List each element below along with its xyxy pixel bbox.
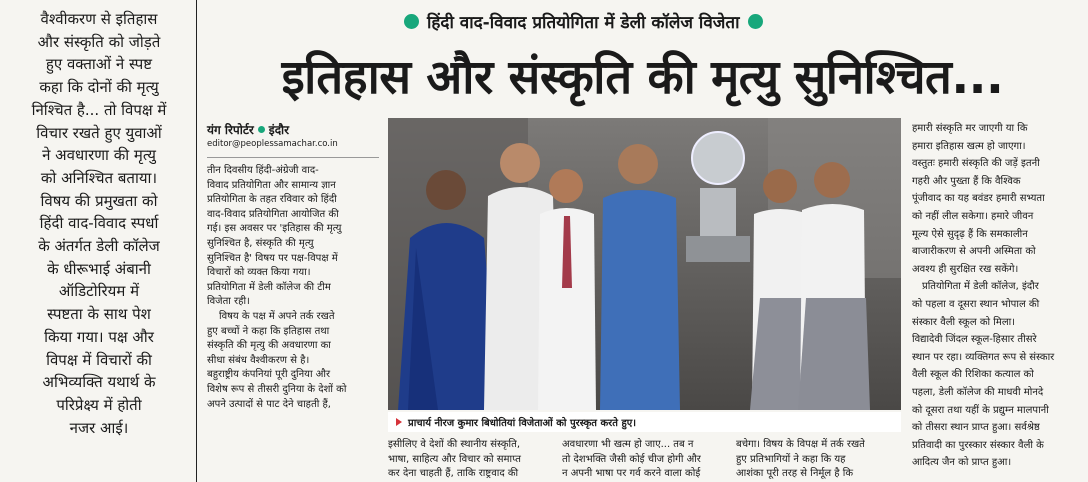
pull-quote-line: वैश्वीकरण से इतिहास: [40, 10, 158, 28]
pull-quote-line: विपक्ष में विचारों की: [46, 350, 152, 369]
text-line: वस्तुतः हमारी संस्कृति की जड़ें इतनी: [912, 158, 1040, 170]
pull-quote-line: परिप्रेक्ष्य में होती: [56, 395, 142, 414]
pull-quote-line: अभिव्यक्ति यथार्थ के: [42, 373, 156, 392]
text-line: संस्कृति की मृत्यु की अवधारणा का: [207, 340, 331, 352]
article-column-3: [562, 438, 727, 482]
photo-caption: [388, 412, 901, 432]
text-line: सुनिश्चित है' विषय पर पक्ष-विपक्ष में: [207, 252, 338, 264]
text-line: को पहला व दूसरा स्थान भोपाल की: [912, 298, 1040, 310]
article-column-1: [207, 164, 379, 412]
text-line: विजेता रही।: [207, 296, 250, 308]
pull-quote-line: हिंदी वाद-विवाद स्पर्धा: [39, 214, 159, 233]
byline: [207, 121, 289, 138]
article-column-4: [736, 438, 902, 482]
text-line: आशंका पूरी तरह से निर्मूल है कि: [736, 468, 854, 480]
caption-text: प्राचार्य नीरज कुमार बिधोतियां विजेताओं को पुरस्कृत करते हुए।: [408, 418, 637, 429]
bullet-dot-icon: [404, 14, 419, 29]
article-column-2: [388, 438, 553, 482]
text-line: अपने उत्पादों से पाट देने चाहती हैं,: [207, 398, 331, 410]
text-line: अवश्य ही सुरक्षित रख सकेंगे।: [912, 263, 1019, 275]
text-line: वैली स्कूल की रिशिका कत्याल को: [912, 369, 1034, 381]
text-line: हमारी संस्कृति मर जाएगी या कि: [912, 123, 1028, 134]
text-line: बाजारीकरण से अपनी अस्मिता को: [912, 246, 1036, 258]
text-line: न अपनी भाषा पर गर्व करने वाला कोई: [562, 468, 701, 480]
text-line: स्थान पर रहा। व्यक्तिगत रूप से संस्कार: [912, 351, 1055, 363]
pull-quote-line: विषय की प्रमुखता को: [40, 191, 158, 210]
pull-quote-line: के धीरूभाई अंबानी: [47, 259, 151, 278]
pull-quote-line: हुए वक्ताओं ने स्पष्ट: [45, 55, 153, 74]
bullet-dot-icon: [748, 14, 763, 29]
byline-rule: [207, 157, 379, 158]
column-divider: [196, 0, 197, 482]
text-line: मूल्य ऐसे सुदृढ़ हैं कि समकालीन: [912, 228, 1028, 240]
pull-quote-line: किया गया। पक्ष और: [44, 327, 154, 346]
byline-email: editor@peoplessamachar.co.in: [207, 139, 338, 149]
text-line: प्रतियोगिता में डेली कॉलेज, इंदौर: [922, 281, 1039, 293]
text-line: को दूसरा तथा यहीं के प्रद्युम्न मालपानी: [912, 404, 1049, 416]
award-ceremony-image: [388, 118, 901, 410]
text-line: प्रतिवादी का पुरस्कार संस्कार वैली के: [912, 439, 1044, 451]
text-line: आदित्य जैन को प्राप्त हुआ।: [912, 457, 1012, 469]
pull-quote-line: विचार रखते हुए युवाओं: [36, 123, 162, 142]
text-line: इसीलिए वे देशों की स्थानीय संस्कृति,: [388, 439, 520, 450]
dateline-city: इंदौर: [268, 123, 290, 137]
text-line: हुए प्रतिभागियों ने कहा कि यह: [736, 453, 846, 465]
text-line: विद्यादेवी जिंदल स्कूल-हिसार तीसरे: [912, 334, 1037, 346]
text-line: विषय के पक्ष में अपने तर्क रखते: [219, 310, 335, 322]
pull-quote-line: और संस्कृति को जोड़ते: [37, 32, 161, 51]
text-line: सुनिश्चित है, संस्कृति की मृत्यु: [207, 237, 314, 249]
text-line: बहुराष्ट्रीय कंपनियां पूरी दुनिया और: [207, 369, 331, 381]
text-line: कर देना चाहती हैं, ताकि राष्ट्रवाद की: [388, 468, 519, 480]
text-line: बचेगा। विषय के विपक्ष में तर्क रखते: [736, 439, 865, 450]
text-line: पहला, डेली कॉलेज की माधवी मोनदे: [912, 386, 1044, 398]
text-line: भाषा, साहित्य और विचार को समाप्त: [388, 453, 521, 465]
pull-quote-line: के अंतर्गत डेली कॉलेज: [38, 237, 160, 256]
text-line: प्रतियोगिता में डेली कॉलेज की टीम: [207, 281, 331, 293]
text-line: गई। इस अवसर पर 'इतिहास की मृत्यु: [207, 223, 342, 235]
article-column-5: [912, 120, 1082, 472]
text-line: अवधारणा भी खत्म हो जाए... तब न: [562, 439, 694, 450]
kicker: [404, 8, 763, 34]
bullet-dot-icon: [258, 126, 265, 133]
pull-quote-line: को अनिश्चित बताया।: [40, 168, 158, 187]
headline: इतिहास और संस्कृति की मृत्यु सुनिश्चित...: [281, 50, 1004, 105]
text-line: तीन दिवसीय हिंदी-अंग्रेजी वाद-: [207, 165, 319, 176]
kicker-text: हिंदी वाद-विवाद प्रतियोगिता में डेली कॉलेज विजेता: [427, 12, 740, 33]
text-line: संस्कार वैली स्कूल को मिला।: [912, 316, 1016, 328]
pull-quote-line: नजर आई।: [69, 418, 129, 437]
text-line: गहरी और पुख्ता हैं कि वैश्विक: [912, 175, 1021, 187]
pull-quote-line: स्पष्टता के साथ पेश: [47, 305, 151, 324]
text-line: हुए बच्चों ने कहा कि इतिहास तथा: [207, 325, 330, 337]
text-line: विशेष रूप से तीसरी दुनिया के देशों को: [207, 383, 347, 395]
text-line: पूंजीवाद का यह बवंडर हमारी सभ्यता: [912, 193, 1045, 205]
text-line: को तीसरा स्थान प्राप्त हुआ। सर्वश्रेष्ठ: [912, 422, 1040, 434]
pull-quote-line: कहा कि दोनों की मृत्यु: [39, 78, 159, 97]
award-photo: [388, 118, 901, 410]
text-line: विचारों को व्यक्त किया गया।: [207, 267, 311, 279]
text-line: प्रतियोगिता के तहत रविवार को हिंदी: [207, 194, 337, 206]
pull-quote-line: ने अवधारणा की मृत्यु: [42, 146, 156, 165]
caption-marker-icon: [396, 418, 402, 426]
pull-quote-line: निश्चित है... तो विपक्ष में: [31, 100, 167, 119]
reporter-name: यंग रिपोर्टर: [207, 123, 254, 137]
text-line: तो देशभक्ति जैसी कोई चीज होगी और: [562, 453, 701, 465]
text-line: को नहीं लील सकेगा। हमारे जीवन: [912, 210, 1034, 222]
pull-quote: [10, 8, 188, 439]
pull-quote-line: ऑडिटोरियम में: [58, 282, 140, 301]
text-line: विवाद प्रतियोगिता और सामान्य ज्ञान: [207, 179, 336, 191]
text-line: हमारा इतिहास खत्म हो जाएगा।: [912, 140, 1026, 152]
text-line: वाद-विवाद प्रतियोगिता आयोजित की: [207, 208, 339, 220]
text-line: सीधा संबंध वैश्वीकरण से है।: [207, 354, 310, 366]
